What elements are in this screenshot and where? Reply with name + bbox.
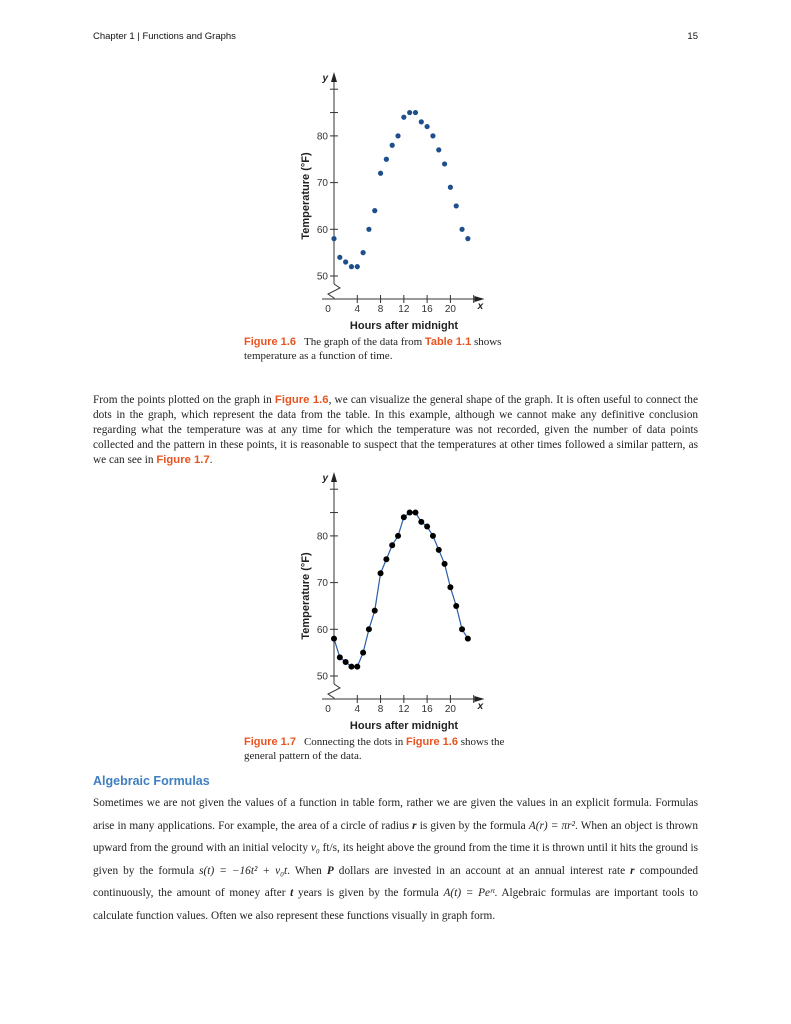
data-points: [331, 110, 470, 269]
data-point: [442, 161, 447, 166]
svg-text:y: y: [322, 73, 328, 84]
data-point: [337, 654, 343, 660]
data-point: [378, 570, 384, 576]
figure-1-6-link[interactable]: Figure 1.6: [274, 394, 329, 406]
data-points: [331, 510, 471, 670]
svg-text:60: 60: [316, 624, 328, 636]
svg-text:20: 20: [444, 304, 456, 315]
axis-break-icon: [328, 284, 340, 299]
figure-1-7-caption: Figure 1.7 Connecting the dots in Figure 1.6 shows the general pattern of the data.: [244, 736, 505, 762]
svg-text:4: 4: [354, 704, 361, 715]
math-v0: v₀: [310, 842, 320, 854]
svg-text:70: 70: [316, 178, 328, 190]
svg-text:x: x: [477, 701, 484, 712]
data-point: [453, 603, 459, 609]
data-point: [407, 110, 412, 115]
svg-text:y: y: [322, 473, 328, 484]
table-1-1-link[interactable]: Table 1.1: [424, 336, 472, 348]
formula-height: s(t) = −16t² + v₀t: [199, 864, 288, 877]
x-axis-label: Hours after midnight: [349, 320, 459, 332]
svg-text:60: 60: [316, 224, 328, 236]
figure-1-6-scatter-chart: [290, 65, 510, 335]
figure-1-7-line-chart: [290, 468, 510, 736]
data-point: [424, 524, 430, 530]
data-point: [383, 556, 389, 562]
math-P: P: [326, 864, 334, 877]
data-point: [436, 547, 442, 553]
y-axis-label: Temperature (°F): [300, 552, 312, 640]
data-point: [331, 636, 337, 642]
data-point: [407, 510, 413, 516]
data-point: [413, 110, 418, 115]
data-point: [372, 208, 377, 213]
data-point: [418, 519, 424, 525]
data-point: [465, 636, 471, 642]
svg-text:0: 0: [325, 704, 331, 715]
y-axis-label: Temperature (°F): [300, 152, 312, 240]
page-header: [93, 31, 698, 42]
data-point: [331, 236, 336, 241]
axis-break-icon: [328, 684, 340, 699]
data-point: [348, 664, 354, 670]
math-r: r: [412, 819, 417, 832]
figure-label: Figure 1.6: [244, 336, 296, 348]
figure-1-7-link[interactable]: Figure 1.7: [156, 454, 210, 466]
svg-text:12: 12: [398, 304, 410, 315]
chart-axes: [317, 472, 485, 715]
data-point: [448, 185, 453, 190]
x-axis-label: Hours after midnight: [349, 720, 459, 732]
svg-text:16: 16: [421, 704, 433, 715]
data-point: [343, 659, 349, 665]
data-point: [459, 626, 465, 632]
paragraph-algebraic-formulas: Sometimes we are not given the values of a function in table form, rather we are given the values in an explicit formula. Formulas arise in many applications. For example, the area of a circle of radius r is given by the formula A(r) = πr². When an object is thrown upward from the ground with an initial velocity v₀ ft/s, its height above the ground from the time it is thrown until it hits the ground is given by the formula s(t) = −16t² + v₀t. When P dollars are invested in an account at an annual interest rate r compounded continuously, the amount of money after t years is given by the formula A(t) = Peʳᵗ. Algebraic formulas are important tools to calculate function values. Often we also represent these functions visually in graph form.: [93, 797, 699, 922]
data-point: [355, 264, 360, 269]
y-axis-arrow-icon: [331, 72, 337, 82]
data-point: [361, 250, 366, 255]
y-axis-arrow-icon: [331, 472, 337, 482]
svg-text:8: 8: [377, 704, 384, 715]
data-point: [395, 133, 400, 138]
data-point: [384, 157, 389, 162]
svg-text:16: 16: [421, 304, 433, 315]
svg-text:8: 8: [377, 304, 384, 315]
svg-text:80: 80: [316, 131, 328, 143]
data-point: [412, 510, 418, 516]
data-point: [343, 259, 348, 264]
page-number: 15: [687, 31, 698, 42]
figure-1-6-link[interactable]: Figure 1.6: [406, 736, 458, 748]
data-point: [337, 255, 342, 260]
svg-text:80: 80: [316, 531, 328, 543]
data-point: [401, 514, 407, 520]
data-point: [436, 147, 441, 152]
data-point: [366, 626, 372, 632]
data-point: [366, 227, 371, 232]
data-point: [372, 608, 378, 614]
figure-1-6-caption: Figure 1.6 The graph of the data from Table 1.1 shows temperature as a function of time.: [244, 336, 502, 362]
data-point: [349, 264, 354, 269]
chart-axes: [317, 72, 485, 315]
math-r: r: [630, 864, 635, 877]
svg-text:70: 70: [316, 578, 328, 590]
svg-text:50: 50: [316, 271, 328, 283]
data-point: [442, 561, 448, 567]
data-point: [430, 533, 436, 539]
data-point: [459, 227, 464, 232]
paragraph-connect-dots: From the points plotted on the graph in Figure 1.6, we can visualize the general shape of the graph. It is often useful to connect the dots in the graph, which represent the data from the table. In this example, although we cannot make any definitive conclusion regarding what the temperature was at any time for which the temperature was not recorded, given the number of data points collected and the pattern in these points, it is reasonable to suspect that the temperatures at other times followed a similar pattern, as we can see in Figure 1.7.: [93, 394, 698, 466]
svg-text:20: 20: [444, 704, 456, 715]
data-point: [454, 203, 459, 208]
data-point: [354, 664, 360, 670]
svg-text:0: 0: [325, 304, 331, 315]
data-point: [395, 533, 401, 539]
data-point: [360, 650, 366, 656]
svg-text:4: 4: [354, 304, 361, 315]
chapter-title: Chapter 1 | Functions and Graphs: [93, 31, 236, 42]
data-point: [447, 584, 453, 590]
data-point: [425, 124, 430, 129]
formula-compound-interest: A(t) = Peʳᵗ: [443, 887, 495, 899]
svg-text:x: x: [477, 301, 484, 312]
svg-text:50: 50: [316, 671, 328, 683]
math-t: t: [290, 887, 294, 899]
data-point: [378, 171, 383, 176]
data-point: [390, 143, 395, 148]
figure-label: Figure 1.7: [244, 736, 296, 748]
data-point: [419, 119, 424, 124]
data-point: [389, 542, 395, 548]
data-point: [401, 115, 406, 120]
section-title: Algebraic Formulas: [93, 774, 210, 788]
data-point: [465, 236, 470, 241]
formula-circle-area: A(r) = πr²: [528, 819, 575, 832]
svg-text:12: 12: [398, 704, 410, 715]
data-point: [430, 133, 435, 138]
